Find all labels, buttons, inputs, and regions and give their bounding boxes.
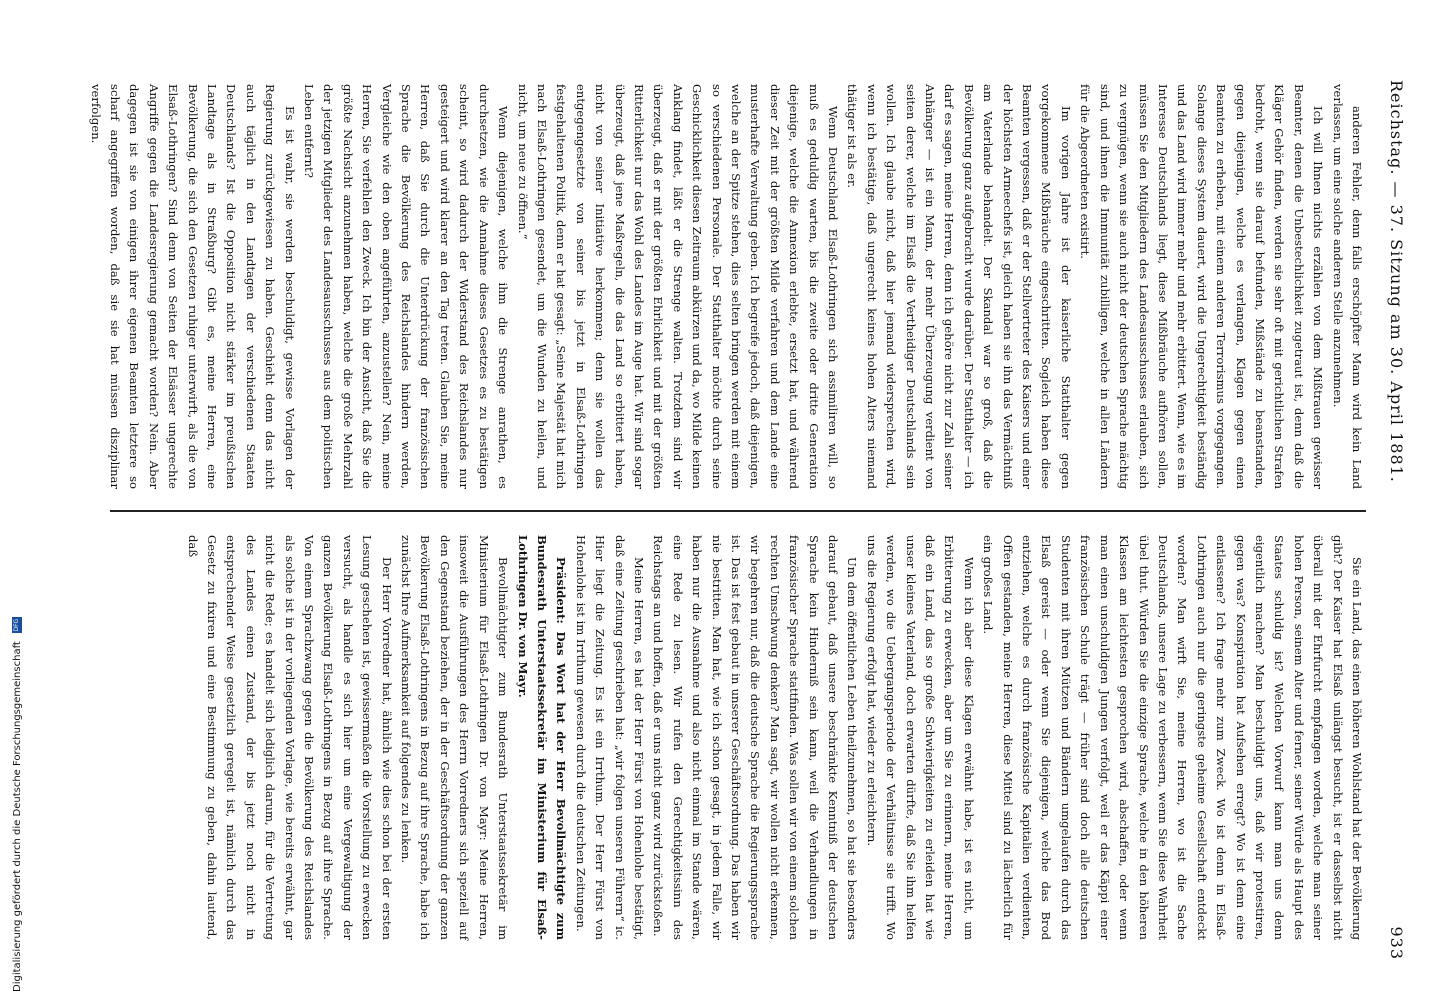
column-divider [110, 510, 1366, 512]
paragraph: anderen Fehler, denn falls erschöpfter Mann wird kein Land verlassen, um eine solche anderen Stelle anzunehmen. [1330, 84, 1364, 489]
text-column-left [88, 84, 1366, 489]
paragraph: Es ist wahr, sie werden beschuldigt, gewisse Vorlagen der Regierung zurückgewiesen zu haben. Geschieht denn das nicht auch täglich in den Landtagen der verschiedenen Staaten Deutschlands? Ist die Opposition nicht stärker im preußischen Landtage als in Straßburg? Gibt es, meine Herren, eine Bevölkerung, die sich den Gesetzen ruhiger unterwirft, als die von Elsaß-Lothringen? Sind denn von Seiten der Elsässer ungerechte Angriffe gegen die Landesregierung gemacht worden? Nein. Aber dagegen ist sie von einigen ihrer eigenen Beamten letztere so scharf angegriffen worden, daß sie sie hat müssen disziplinar verfolgen. [88, 84, 297, 489]
paragraph: Wenn diejenigen, welche ihm die Strenge anrathen, es durchsetzen, wie die Annahme dieses Gesetzes es zu bestätigen scheint, so wird dadurch der Widerstand des Reichslandes nur gesteigert und wird klarer an den Tag treten. Glauben Sie, meine Herren, daß Sie durch die Unterdrückung der französischen Sprache die Bevölkerung des Reichslandes hindern werden, Vergleiche wie den oben angeführten, anzustellen? Nein, meine Herren, Sie verfehlen den Zweck. Ich bin der Ansicht, daß Sie die größte Nachsicht anzunehmen haben, welche die große Mehrzahl der jetzigen Mitglieder des Landesausschusses aus dem politischen Leben entfernt? [302, 84, 511, 489]
dfg-logo-icon: DFG [13, 618, 20, 632]
footer-credit: Digitalisierung gefördert durch die Deutsche Forschungsgemeinschaft [11, 641, 23, 992]
paragraph: Sie ein Land, das einen höheren Wohlstand hat der Bevölkerung gibt? Der Kaiser hat Elsaß unlängst besucht, ist er dasselbst nicht überall mit der Ehrfurcht empfangen worden, welche man seiner hohen Person, seinem Alter und ferner, seiner Würde als Haupt des Staates schuldig ist? Welchen Vorwurf kann man uns denn eigentlich machen? Man beschuldigt uns, daß wir protestiren, gegen was? Konspiration hat Aufsehen erregt? Wo ist denn eine entlassene? Ich frage mehr zum Zweck. Wo ist denn in Elsaß-Lothringen auch nur die geringste geheime Gesellschaft entdeckt worden? Man wirft Sie, meine Herren, wo ist die Sache Deutschlands, unsere Lage zu verbessern, wenn Sie diese Wahrheit übel thut. Würden Sie die einzige Sprache, welche in den höheren Klassen am leichtesten gesprochen wird, abschaffen, oder wenn man einen unschuldigen Jungen verfolgt, weil er das Käppi einer französischen Schule trägt — früher sind doch alle deutschen Studenten mit ihren Mützen und Bändern umgelaufen durch das Elsaß gereist — oder wenn Sie diejenigen, welche das Brod entziehen, welche es durch französische Kapitalien verdienten, Offen gestanden, meine Herren, diese Mittel sind zu lächerlich für ein großes Land. [981, 535, 1364, 940]
paragraph: Ich will Ihnen nichts erzählen von dem Mißtrauen gewisser Beamter, denen die Unbestechlichkeit zugetraut ist, denn daß die Kläger Gehör finden, werden sie sehr oft mit gerichtlichen Strafen bedroht, wenn sie darauf befunden, Mißstände zu beanstanden, gegen diejenigen, welche es verlangen, Klagen gegen einen Beamten zu erheben, mit einem anderen Terrorismus vorgegangen. Solange dieses System dauert, wird die Ungerechtigkeit beständig und das Land wird immer mehr und mehr erbittert. Wenn, wie es im Interesse Deutschlands liegt, diese Mißbräuche aufhören sollen, müssen Sie den Mitgliedern des Landesausschusses erlauben, sich zu vergnügen, wenn sie auch nicht der deutschen Sprache mächtig sind, und ihnen die Immunität zubilligen, welche in allen Ländern für die Abgeordneten existirt. [1078, 84, 1326, 489]
digitization-credit [8, 2, 26, 992]
text-column-right [110, 535, 1366, 940]
paragraph: Meine Herren, es hat der Herr Fürst von Hohenlohe bestätigt, daß eine Zeitung geschrieben hat: „wir folgen unseren Führern“ ic. Hier liegt die Zeitung. Es ist ein Irrthum. Der Herr Fürst von Hohenlohe ist im Irrthum gewesen durch die deutschen Zeitungen. [573, 535, 646, 940]
paragraph: Wenn ich aber diese Klagen erwähnt habe, ist es nicht, um Erbitterung zu erwecken, aber um Sie zu erinnern, meine Herren, daß ein Land, das so große Schwierigkeiten zu erleiden hat wie unser kleines Vaterland, doch erwarten dürfte, daß Sie ihm helfen werden, wo die Uebergangsperiode der Verhältnisse sie trifft. Wo uns die Regierung erfolgt hat, wieder zu erleichtern. [864, 535, 976, 940]
page-number: 933 [1387, 926, 1407, 960]
running-head: Reichstag. — 37. Sitzung am 30. April 1881. [1387, 80, 1407, 483]
paragraph: Um dem öffentlichen Leben theilzunehmen, so hat sie besonders darauf gebaut, daß unsere beschränkte Kenntniß der deutschen Sprache kein Hinderniß sein kann, weil die Verhandlungen in französischer Sprache stattfinden. Was sollen wir von einem solchen rechten Umschwung denken? Man sagt, wir wollen nicht erkennen, wir begehren nur, daß die deutsche Sprache die Regierungssprache ist. Das ist fest gebaut in unserer Geschäftsordnung. Das haben wir nie bestritten. Man hat, wie ich schon gesagt, in jedem Falle, wir haben nur die Ausnahme und also nicht einmal im Stande wären, eine Rede zu lesen. Wir rufen den Gerechtigkeitssinn des Reichstags an und hoffen, daß er uns nicht ganz wird zurückstoßen. [651, 535, 860, 940]
page-header [1384, 80, 1410, 960]
speaker-paragraph: Präsident: Das Wort hat der Herr Bevollmächtigte zum Bundesrath Unterstaatssekretär im Ministerium für Elsaß-Lothringen Dr. von Mayr. [515, 535, 569, 940]
paragraph: Wenn Deutschland Elsaß-Lothringen sich assimiliren will, so muß es geduldig warten, bis die zweite oder dritte Generation diejenige, welche die Annexion erlebte, ersetzt hat, und während dieser Zeit mit der größten Milde verfahren und dem Lande eine musterhafte Verwaltung geben. Ich begreife jedoch, daß diejenigen, welche an der Spitze stehen, dies selten bringen werden mit einem so verschiedenen Personale. Der Statthalter möchte durch seine Geschicklichkeit diesen Zeitraum abkürzen und da, wo Milde keinen Anklang findet, läßt er die Strenge walten. Trotzdem sind wir überzeugt, daß er mit der größten Ehrlichkeit und mit der größten Ritterlichkeit nur das Wohl des Landes im Auge hat. Wir sind sogar überzeugt, daß jene Maßregeln, die das Land so erbittert haben, nicht von seiner Initiative herkommen; denn sie wollen das entgegengesetzte von seiner bis jetzt in Elsaß-Lothringen festgehaltenen Politik, denn er hat gesagt: „Seine Majestät hat mich nach Elsaß-Lothringen gesendet, um die Wunden zu heilen, und nicht, um neue zu öffnen.“ [515, 84, 841, 489]
paragraph: Bevollmächtigter zum Bundesrath Unterstaatssekretär im Ministerium für Elsaß-Lothringen Dr. von Mayr: Meine Herren, insoweit die Ausführungen des Herrn Vorredners sich speziell auf den Gegenstand beziehen, der in der Geschäftsordnung der ganzen Bevölkerung Elsaß-Lothringens in Bezug auf ihre Sprache, habe ich zunächst Ihre Aufmerksamkeit auf folgendes zu lenken. [399, 535, 511, 940]
paragraph: Der Herr Vorredner hat, ähnlich wie dies schon bei der ersten Lesung geschehen ist, gewissermaßen die Vorstellung zu erwecken versucht, als handle es sich hier um eine Vergewaltigung der ganzen Bevölkerung Elsaß-Lothringens in Bezug auf ihre Sprache. Von einem Sprachzwang gegen die Bevölkerung des Reichslandes als solche ist in der vorliegenden Vorlage, wie bereits erwähnt, gar nicht die Rede; es handelt sich lediglich darum, für die Vertretung des Landes einen Zustand, der bis jetzt noch nicht in entsprechender Weise gesetzlich geregelt ist, nämlich durch das Gesetz zu fixiren und eine Bestimmung zu geben, dahin lautend, daß [185, 535, 394, 940]
paragraph: Im vorigen Jahre ist der kaiserliche Statthalter gegen vorgekommene Mißbräuche eingeschritten. Sogleich haben diese Beamten vergessen, daß er der Stellvertreter des Kaisers und einer der höchsten Armeechefs ist, gleich haben sie ihn das Vermächtniß am Vaterlande behandelt. Der Skandal war so groß, daß die Bevölkerung ganz aufgebracht wurde darüber. Der Statthalter — ich darf es sagen, meine Herren, denn ich gehöre nicht zur Zahl seiner Anhänger — ist ein Mann, der mehr Überzeugung verdient von seiten derer, welche im Elsaß die Vertheidiger Deutschlands sein wollen. Ich glaube nicht, daß hier jemand widersprechen wird, wenn ich bestätige, daß ungerecht keines hohen Alters niemand thätiger ist als er. [845, 84, 1073, 489]
